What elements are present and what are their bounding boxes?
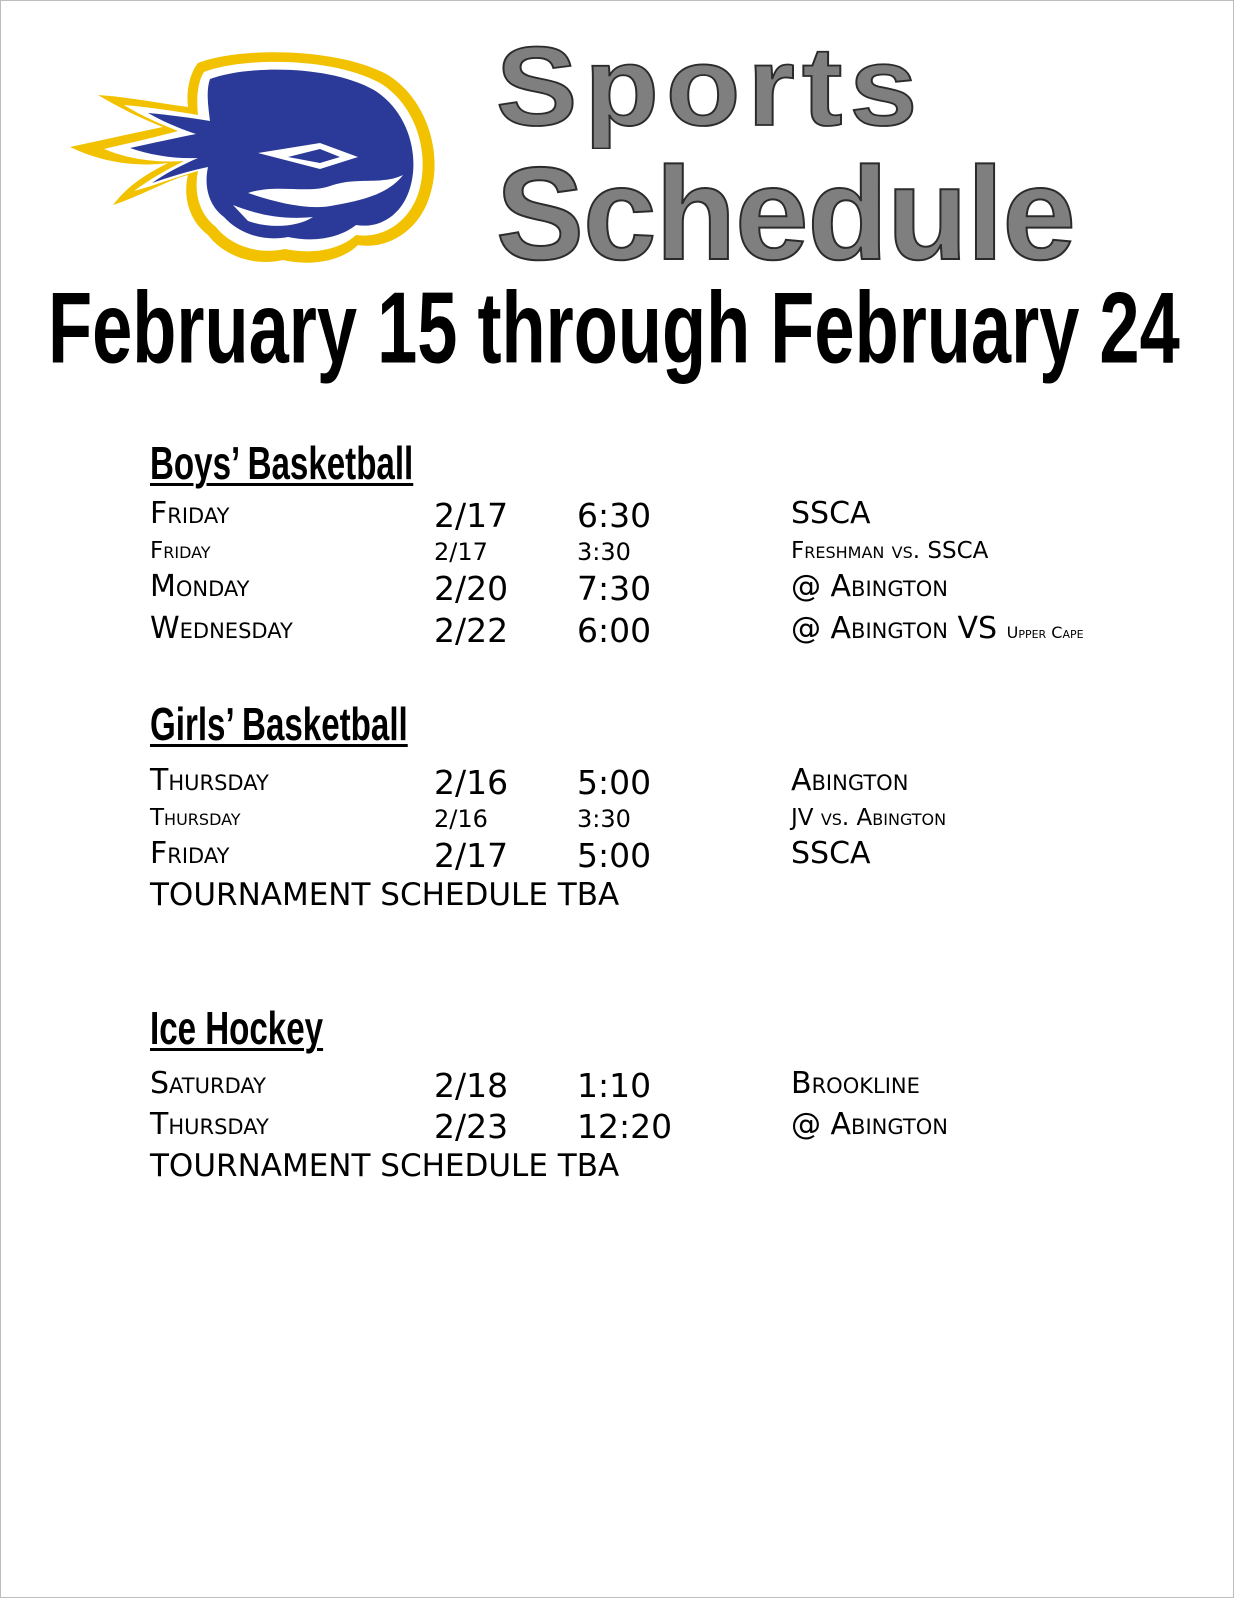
time: 1:10	[577, 1066, 652, 1105]
date: 2/23	[434, 1107, 509, 1146]
time: 6:00	[577, 611, 652, 650]
time: 3:30	[577, 538, 631, 566]
day: Thursday	[150, 1107, 269, 1142]
boys-basketball-heading: Boys’ Basketball	[150, 437, 414, 489]
date: 2/18	[434, 1066, 509, 1105]
date: 2/17	[434, 836, 509, 875]
pirate-logo	[58, 45, 448, 267]
day: Saturday	[150, 1066, 266, 1101]
opponent: Freshman vs. SSCA	[791, 538, 989, 564]
date: 2/20	[434, 569, 509, 608]
table-row	[0, 569, 1236, 612]
time: 12:20	[577, 1107, 673, 1146]
date-range-heading: February 15 through February 24	[48, 272, 1180, 385]
opponent: JV vs. Abington	[791, 805, 947, 831]
time: 5:00	[577, 836, 652, 875]
girls-basketball-heading: Girls’ Basketball	[150, 698, 408, 750]
tournament-note: TOURNAMENT SCHEDULE TBA	[150, 1148, 620, 1184]
opponent: Brookline	[791, 1066, 920, 1101]
opponent: @ Abington	[791, 569, 948, 604]
date: 2/17	[434, 496, 509, 535]
day: Friday	[150, 836, 230, 871]
day: Monday	[150, 569, 250, 604]
opponent: SSCA	[791, 496, 871, 531]
day: Thursday	[150, 805, 241, 831]
time: 5:00	[577, 763, 652, 802]
date: 2/17	[434, 538, 488, 566]
opponent-main: @ Abington VS	[791, 611, 998, 646]
date: 2/22	[434, 611, 509, 650]
date: 2/16	[434, 763, 509, 802]
time: 3:30	[577, 805, 631, 833]
ice-hockey-heading: Ice Hockey	[150, 1002, 324, 1054]
table-row	[0, 1107, 1236, 1150]
day: Thursday	[150, 763, 269, 798]
opponent	[791, 611, 1084, 646]
day: Friday	[150, 496, 230, 531]
opponent-note: Upper Cape	[1006, 623, 1084, 642]
opponent: Abington	[791, 763, 909, 798]
time: 7:30	[577, 569, 652, 608]
time: 6:30	[577, 496, 652, 535]
opponent: @ Abington	[791, 1107, 948, 1142]
table-row	[0, 611, 1236, 654]
table-row	[0, 836, 1236, 879]
opponent: SSCA	[791, 836, 871, 871]
day: Friday	[150, 538, 211, 564]
date: 2/16	[434, 805, 488, 833]
title-sports: Sports	[496, 23, 925, 149]
title-schedule: Schedule	[496, 140, 1075, 287]
table-row	[0, 496, 1236, 539]
table-row	[0, 1066, 1236, 1109]
day: Wednesday	[150, 611, 293, 646]
table-row	[0, 763, 1236, 806]
tournament-note: TOURNAMENT SCHEDULE TBA	[150, 877, 620, 913]
